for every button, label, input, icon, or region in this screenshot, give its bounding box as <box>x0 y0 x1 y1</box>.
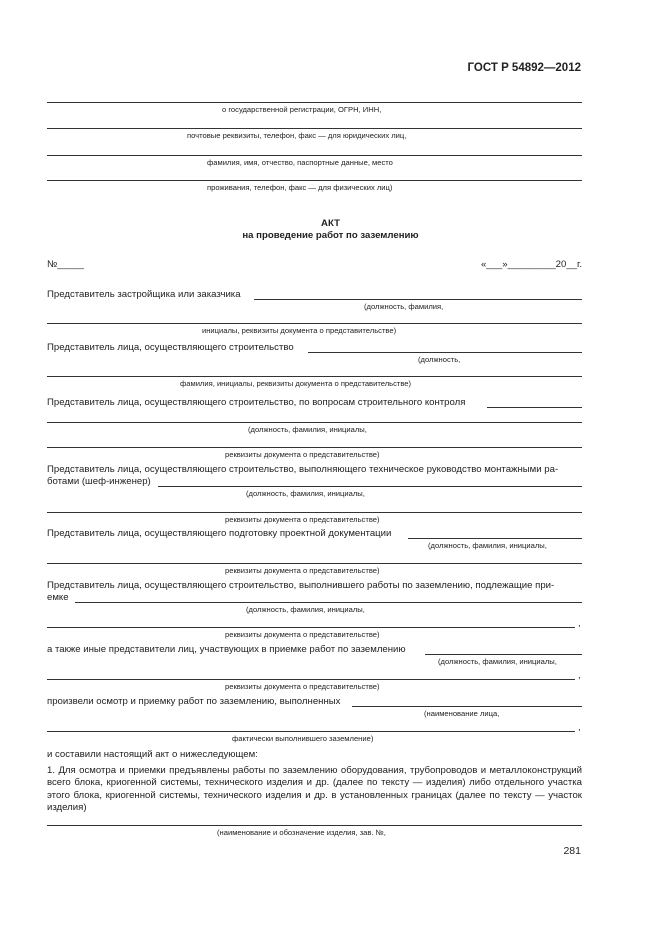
others-rep-comma: , <box>578 670 581 681</box>
design-rep-line-2 <box>47 563 582 564</box>
design-rep-label: Представитель лица, осуществляющего подготовку проектной документации <box>47 528 392 539</box>
requisites-line-3 <box>47 155 582 156</box>
developer-rep-caption-2: инициалы, реквизиты документа о представительстве) <box>202 326 397 335</box>
compiled-statement: и составили настоящий акт о нижеследующем: <box>47 749 258 760</box>
supervisor-rep-label-1: Представитель лица, осуществляющего строительство, выполняющего техническое руководство монтажными ра- <box>47 464 559 475</box>
design-rep-caption-1: (должность, фамилия, инициалы, <box>428 541 547 550</box>
requisites-caption-3: фамилия, имя, отчество, паспортные данные, место <box>207 158 393 167</box>
inspection-line <box>352 706 582 707</box>
control-rep-label: Представитель лица, осуществляющего строительство, по вопросам строительного контроля <box>47 397 466 408</box>
supervisor-rep-line-2 <box>47 512 582 513</box>
inspection-comma: , <box>578 722 581 733</box>
requisites-line-4 <box>47 180 582 181</box>
others-rep-line-2 <box>47 679 575 680</box>
supervisor-rep-label-2: ботами (шеф-инженер) <box>47 476 151 487</box>
act-number: №_____ <box>47 259 84 270</box>
requisites-line-1 <box>47 102 582 103</box>
page-number: 281 <box>563 845 581 857</box>
others-rep-caption-2: реквизиты документа о представительстве) <box>225 682 380 691</box>
control-rep-caption-1: (должность, фамилия, инициалы, <box>248 425 367 434</box>
control-rep-line-3 <box>47 447 582 448</box>
design-rep-line <box>408 538 582 539</box>
builder-rep-caption-2: фамилия, инициалы, реквизиты документа о представительстве) <box>180 379 412 388</box>
item-1-caption: (наименование и обозначение изделия, зав. №, <box>217 828 386 837</box>
developer-rep-line-2 <box>47 323 582 324</box>
inspection-caption-2: фактически выполнившего заземление) <box>232 734 374 743</box>
inspection-line-2 <box>47 731 575 732</box>
supervisor-rep-caption-2: реквизиты документа о представительстве) <box>225 515 380 524</box>
performer-rep-comma: , <box>578 618 581 629</box>
act-date: «___»_________20__г. <box>480 259 582 270</box>
act-title: АКТ <box>321 218 340 229</box>
others-rep-caption-1: (должность, фамилия, инициалы, <box>438 657 557 666</box>
requisites-caption-2: почтовые реквизиты, телефон, факс — для юридических лиц, <box>187 131 407 140</box>
others-rep-label: а также иные представители лиц, участвующих в приемке работ по заземлению <box>47 644 406 655</box>
standard-header: ГОСТ Р 54892—2012 <box>467 62 581 74</box>
item-1-paragraph: 1. Для осмотра и приемки предъявлены работы по заземлению оборудования, трубопроводов и металлоконструкций всего блока, криогенной системы, технического изделия и др. (далее по тексту — изделия) либо отдельного участка этого блока, криогенной системы, технического изделия и др. в установленных границах (далее по тексту — участок изделия) <box>47 765 582 814</box>
performer-rep-line <box>75 602 582 603</box>
builder-rep-label: Представитель лица, осуществляющего строительство <box>47 342 294 353</box>
inspection-label: произвели осмотр и приемку работ по заземлению, выполненных <box>47 696 341 707</box>
requisites-caption-1: о государственной регистрации, ОГРН, ИНН, <box>222 105 382 114</box>
builder-rep-line <box>308 352 582 353</box>
builder-rep-caption-1: (должность, <box>418 355 461 364</box>
requisites-line-2 <box>47 128 582 129</box>
control-rep-line-2 <box>47 422 582 423</box>
supervisor-rep-line <box>158 486 582 487</box>
others-rep-line <box>425 654 582 655</box>
developer-rep-line <box>254 299 582 300</box>
requisites-caption-4: проживания, телефон, факс — для физических лиц) <box>207 183 393 192</box>
performer-rep-caption-2: реквизиты документа о представительстве) <box>225 630 380 639</box>
supervisor-rep-caption-1: (должность, фамилия, инициалы, <box>246 489 365 498</box>
performer-rep-label-1: Представитель лица, осуществляющего строительство, выполнившего работы по заземлению, подлежащие при- <box>47 580 555 591</box>
performer-rep-line-2 <box>47 627 575 628</box>
control-rep-caption-2: реквизиты документа о представительстве) <box>225 450 380 459</box>
developer-rep-caption-1: (должность, фамилия, <box>364 302 444 311</box>
item-1-line <box>47 825 582 826</box>
control-rep-line <box>487 407 582 408</box>
builder-rep-line-2 <box>47 376 582 377</box>
performer-rep-caption-1: (должность, фамилия, инициалы, <box>246 605 365 614</box>
performer-rep-label-2: емке <box>47 592 69 603</box>
act-subtitle: на проведение работ по заземлению <box>242 230 419 241</box>
design-rep-caption-2: реквизиты документа о представительстве) <box>225 566 380 575</box>
inspection-caption-1: (наименование лица, <box>424 709 500 718</box>
developer-rep-label: Представитель застройщика или заказчика <box>47 289 241 300</box>
